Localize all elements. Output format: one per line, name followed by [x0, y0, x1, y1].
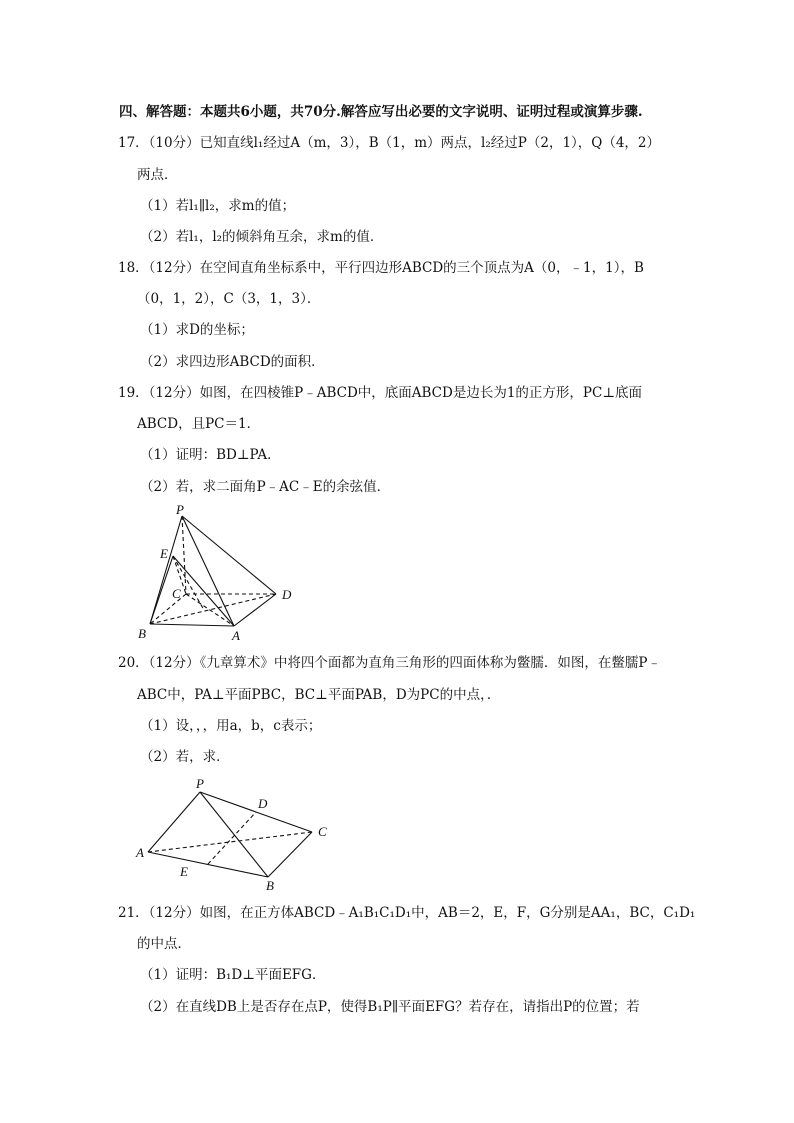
- edge-AB: [148, 852, 268, 877]
- q19-stem-line1: 19．（12分）如图，在四棱锥P﹣ABCD中，底面ABCD是边长为1的正方形，PC⊥底面: [118, 385, 643, 401]
- q18-part1: （1）求D的坐标；: [140, 322, 254, 338]
- label-C: C: [318, 824, 327, 839]
- label-D: D: [258, 796, 268, 811]
- q19-part2: （2）若，求二面角P﹣AC﹣E的余弦值．: [140, 479, 391, 495]
- q19-stem-line2: ABCD，且PC＝1．: [137, 416, 261, 432]
- q19-part1: （1）证明：BD⊥PA．: [140, 447, 281, 463]
- q20-stem-line2: ABC中，PA⊥平面PBC，BC⊥平面PAB，D为PC的中点，．: [137, 687, 501, 703]
- q17-stem-line1: 17．（10分）已知直线l₁经过A（m，3），B（1，m）两点，l₂经过P（2，1），Q（4，2）: [118, 135, 661, 151]
- label-B: B: [138, 626, 146, 641]
- label-E: E: [160, 546, 168, 561]
- edge-EA: [173, 556, 234, 626]
- section-title: 四、解答题：本题共6小题，共70分.解答应写出必要的文字说明、证明过程或演算步骤.: [119, 104, 643, 120]
- edge-PC: [182, 516, 186, 594]
- edge-AC: [148, 832, 312, 852]
- q21-part1: （1）证明：B₁D⊥平面EFG．: [140, 967, 326, 983]
- q17-part2: （2）若l₁，l₂的倾斜角互余，求m的值．: [140, 229, 384, 245]
- q21-part2: （2）在直线DB上是否存在点P，使得B₁P∥平面EFG？若存在，请指出P的位置；若: [140, 999, 640, 1015]
- q18-stem-line1: 18．（12分）在空间直角坐标系中，平行四边形ABCD的三个顶点为A（0，﹣1，1），B: [118, 260, 644, 276]
- edge-E-to-AC: [173, 556, 204, 610]
- label-C: C: [172, 586, 181, 601]
- edge-PA: [148, 792, 200, 852]
- edge-PB: [150, 516, 182, 624]
- edge-ED: [208, 812, 256, 864]
- edge-BC: [268, 832, 312, 877]
- q18-stem-line2: （0，1，2），C（3，1，3）．: [137, 291, 321, 307]
- q18-part2: （2）求四边形ABCD的面积．: [140, 354, 325, 370]
- label-A: A: [232, 628, 240, 643]
- q21-stem-line1: 21．（12分）如图，在正方体ABCD﹣A₁B₁C₁D₁中，AB＝2，E，F，G分别是AA₁，BC，C₁D₁: [118, 905, 696, 921]
- q19-pyramid-figure: [130, 500, 310, 648]
- label-P: P: [176, 502, 184, 517]
- q20-part1: （1）设，，，用a，b，c表示；: [140, 718, 322, 734]
- q20-tetrahedron-figure: [130, 770, 340, 894]
- edge-PC: [200, 792, 312, 832]
- label-B: B: [266, 878, 274, 893]
- q17-stem-line2: 两点．: [137, 167, 178, 183]
- edge-PA: [182, 516, 234, 626]
- label-A: A: [136, 845, 144, 860]
- q20-stem-line1: 20．（12分）《九章算术》中将四个面都为直角三角形的四面体称为鳖臑．如图，在鳖臑P﹣: [118, 655, 661, 671]
- q21-stem-line2: 的中点．: [137, 936, 191, 952]
- q17-part1: （1）若l₁∥l₂，求m的值；: [140, 198, 296, 214]
- q20-part2: （2）若，求．: [140, 749, 230, 765]
- label-D: D: [282, 587, 292, 602]
- label-P: P: [196, 776, 204, 791]
- edge-BA: [150, 624, 234, 626]
- label-E: E: [180, 864, 188, 879]
